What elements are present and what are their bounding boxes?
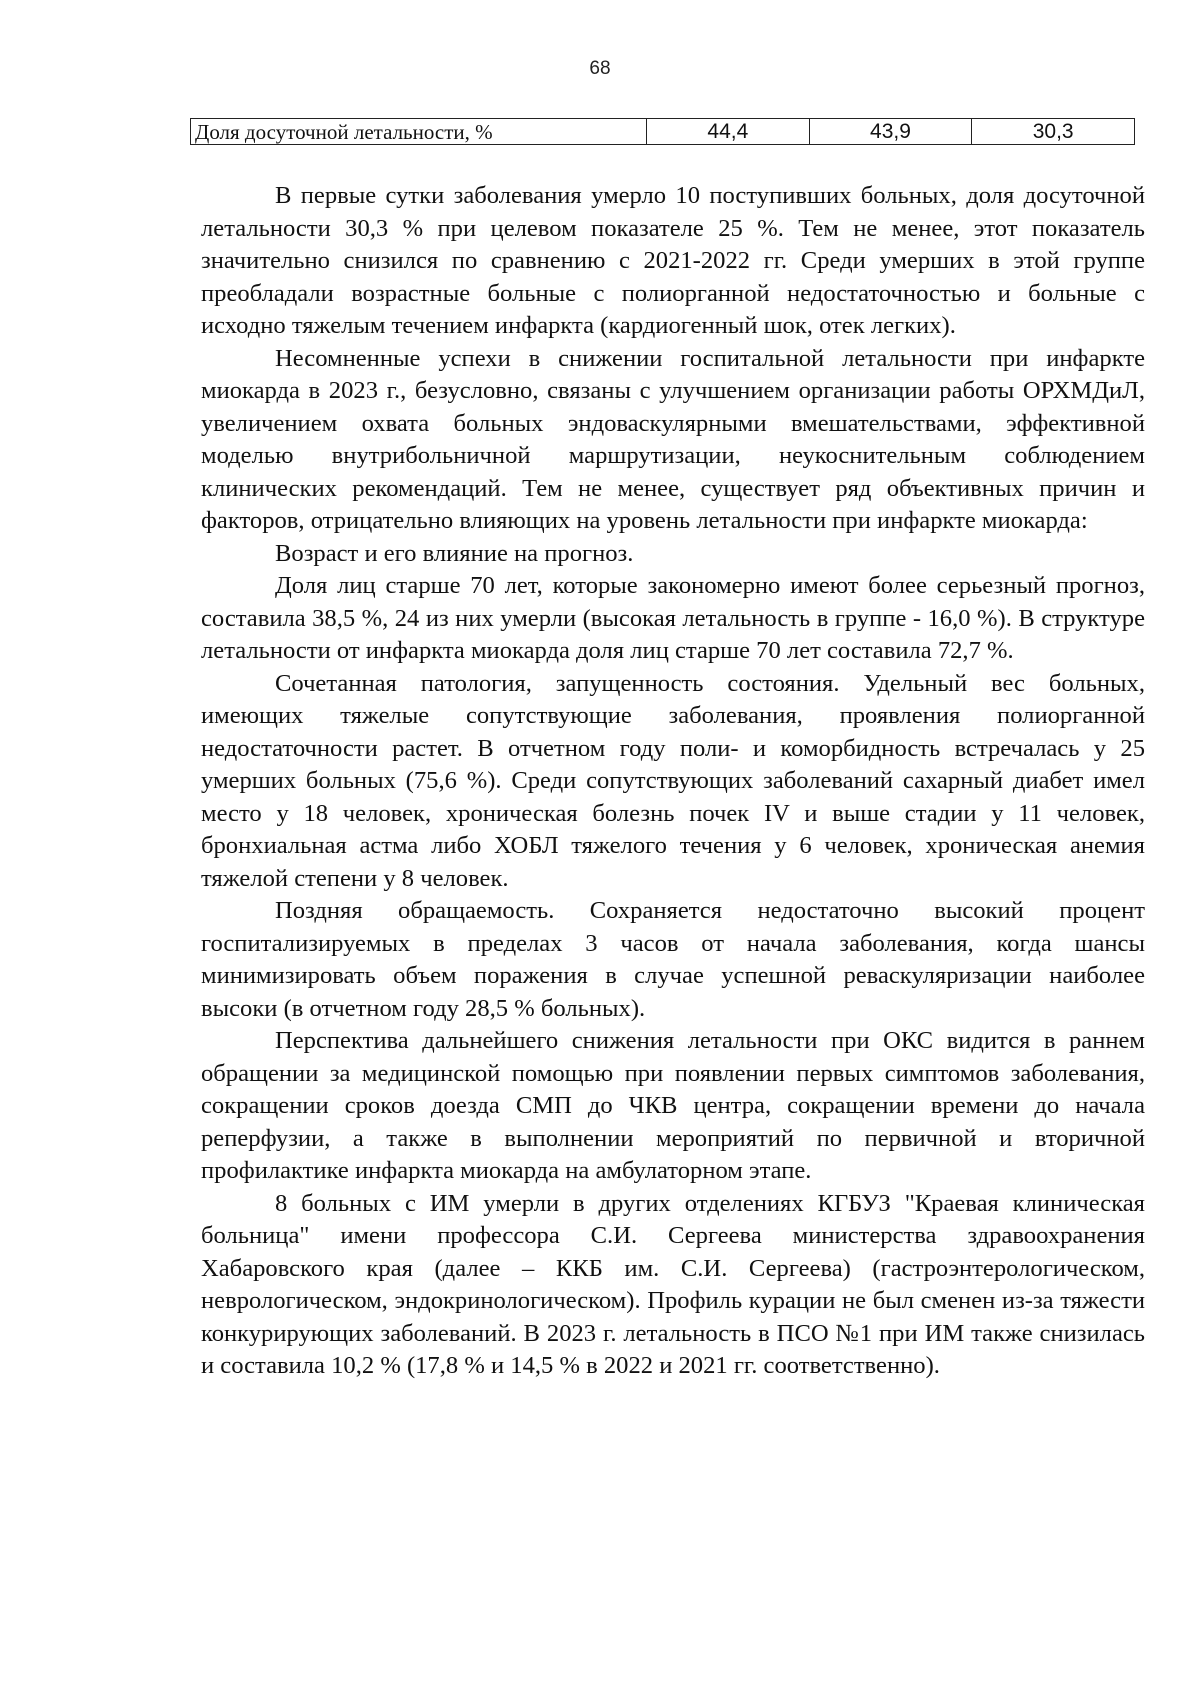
paragraph: Несомненные успехи в снижении госпитальной летальности при инфаркте миокарда в 2023 г., безусловно, связаны с улучшением организации работы ОРХМДиЛ, увеличением охвата больных эндоваскулярными вмешательствами, эффективной моделью внутрибольничной маршрутизации, неукоснительным соблюдением клинических рекомендаций. Тем не менее, существует ряд объективных причин и факторов, отрицательно влияющих на уровень летальности при инфаркте миокарда: xyxy=(201,344,1145,534)
paragraph: Перспектива дальнейшего снижения летальности при ОКС видится в раннем обращении за медицинской помощью при появлении первых симптомов заболевания, сокращении сроков доезда СМП до ЧКВ центра, сокращении времени до начала реперфузии, а также в выполнении мероприятий по первичной и вторичной профилактике инфаркта миокарда на амбулаторном этапе. xyxy=(201,1027,1145,1184)
paragraph: Сочетанная патология, запущенность состояния. Удельный вес больных, имеющих тяжелые сопутствующие заболевания, проявления полиорганной недостаточности растет. В отчетном году поли- и коморбидность встречалась у 25 умерших больных (75,6 %). Среди сопутствующих заболеваний сахарный диабет имел место у 18 человек, хроническая болезнь почек IV и выше стадии у 11 человек, бронхиальная астма либо ХОБЛ тяжелого течения у 6 человек, хроническая анемия тяжелой степени у 8 человек. xyxy=(201,669,1145,892)
paragraph: Поздняя обращаемость. Сохраняется недостаточно высокий процент госпитализируемых в пределах 3 часов от начала заболевания, когда шансы минимизировать объем поражения в случае успешной реваскуляризации наиболее высоки (в отчетном году 28,5 % больных). xyxy=(201,897,1145,1022)
body-text xyxy=(201,180,1145,1383)
table-cell-value: 30,3 xyxy=(972,119,1135,145)
table-cell-value: 43,9 xyxy=(809,119,972,145)
paragraph: Доля лиц старше 70 лет, которые закономерно имеют более серьезный прогноз, составила 38,5 %, 24 из них умерли (высокая летальность в группе - 16,0 %). В структуре летальности от инфаркта миокарда доля лиц старше 70 лет составила 72,7 %. xyxy=(201,572,1145,664)
mortality-table xyxy=(190,118,1135,145)
page-number: 68 xyxy=(589,58,611,79)
paragraph: 8 больных с ИМ умерли в других отделениях КГБУЗ "Краевая клиническая больница" имени профессора С.И. Сергеева министерства здравоохранения Хабаровского края (далее – ККБ им. С.И. Сергеева) (гастроэнтерологическом, неврологическом, эндокринологическом). Профиль курации не был сменен из-за тяжести конкурирующих заболеваний. В 2023 г. летальность в ПСО №1 при ИМ также снизилась и составила 10,2 % (17,8 % и 14,5 % в 2022 и 2021 гг. соответственно). xyxy=(201,1189,1145,1379)
table-row-label: Доля досуточной летальности, % xyxy=(191,119,647,145)
table-cell-value: 44,4 xyxy=(647,119,810,145)
paragraph: В первые сутки заболевания умерло 10 поступивших больных, доля досуточной летальности 30,3 % при целевом показателе 25 %. Тем не менее, этот показатель значительно снизился по сравнению с 2021-2022 гг. Среди умерших в этой группе преобладали возрастные больные с полиорганной недостаточностью и больные с исходно тяжелым течением инфаркта (кардиогенный шок, отек легких). xyxy=(201,182,1145,339)
table-row xyxy=(191,119,1135,145)
paragraph: Возраст и его влияние на прогноз. xyxy=(275,539,634,567)
